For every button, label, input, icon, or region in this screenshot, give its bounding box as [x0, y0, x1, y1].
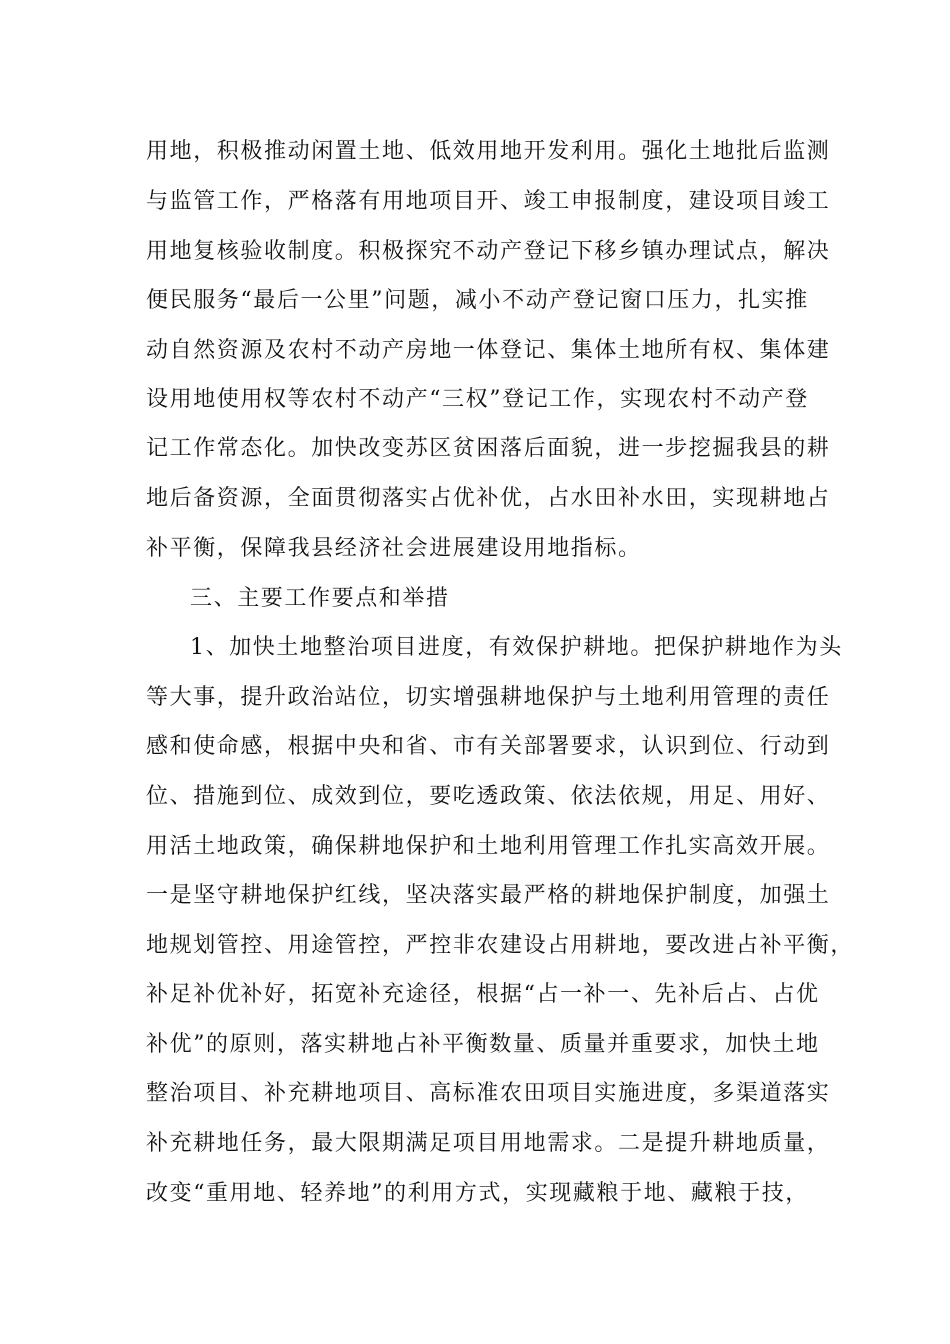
paragraph-line: 改变“重用地、轻养地”的利用方式，实现藏粮于地、藏粮于技，: [146, 1181, 809, 1206]
paragraph-line: 便民服务“最后一公里”问题，减小不动产登记窗口压力，扎实推: [146, 288, 809, 313]
paragraph-line: 等大事，提升政治站位，切实增强耕地保护与土地利用管理的责任: [146, 685, 831, 710]
paragraph-line: 补平衡，保障我县经济社会进展建设用地指标。: [146, 536, 642, 561]
paragraph-line: 补足补优补好，拓宽补充途径，根据“占一补一、先补后占、占优: [146, 982, 820, 1007]
paragraph-line: 位、措施到位、成效到位，要吃透政策、依法依规，用足、用好、: [146, 784, 831, 809]
paragraph-line: 记工作常态化。加快改变苏区贫困落后面貌，进一步挖掘我县的耕: [146, 436, 831, 461]
paragraph-line: 一是坚守耕地保护红线，坚决落实最严格的耕地保护制度，加强土: [146, 883, 831, 908]
paragraph-line: 感和使命感，根据中央和省、市有关部署要求，认识到位、行动到: [146, 734, 831, 759]
section-heading: 三、主要工作要点和举措: [190, 586, 450, 611]
paragraph-line: 动自然资源及农村不动产房地一体登记、集体土地所有权、集体建: [146, 338, 831, 363]
paragraph-line: 用地，积极推动闲置土地、低效用地开发利用。强化土地批后监测: [146, 139, 831, 164]
paragraph-line: 1、加快土地整治项目进度，有效保护耕地。把保护耕地作为头: [190, 635, 843, 660]
paragraph-line: 用活土地政策，确保耕地保护和土地利用管理工作扎实高效开展。: [146, 834, 831, 859]
paragraph-line: 地后备资源，全面贯彻落实占优补优，占水田补水田，实现耕地占: [146, 486, 831, 511]
paragraph-line: 用地复核验收制度。积极探究不动产登记下移乡镇办理试点，解决: [146, 239, 831, 264]
paragraph-line: 设用地使用权等农村不动产“三权”登记工作，实现农村不动产登: [146, 387, 809, 412]
paragraph-line: 地规划管控、用途管控，严控非农建设占用耕地，要改进占补平衡，: [146, 933, 855, 958]
paragraph-line: 整治项目、补充耕地项目、高标准农田项目实施进度，多渠道落实: [146, 1081, 831, 1106]
paragraph-line: 与监管工作，严格落有用地项目开、竣工申报制度，建设项目竣工: [146, 189, 831, 214]
paragraph-line: 补充耕地任务，最大限期满足项目用地需求。二是提升耕地质量，: [146, 1131, 831, 1156]
paragraph-line: 补优”的原则，落实耕地占补平衡数量、质量并重要求，加快土地: [146, 1032, 820, 1057]
